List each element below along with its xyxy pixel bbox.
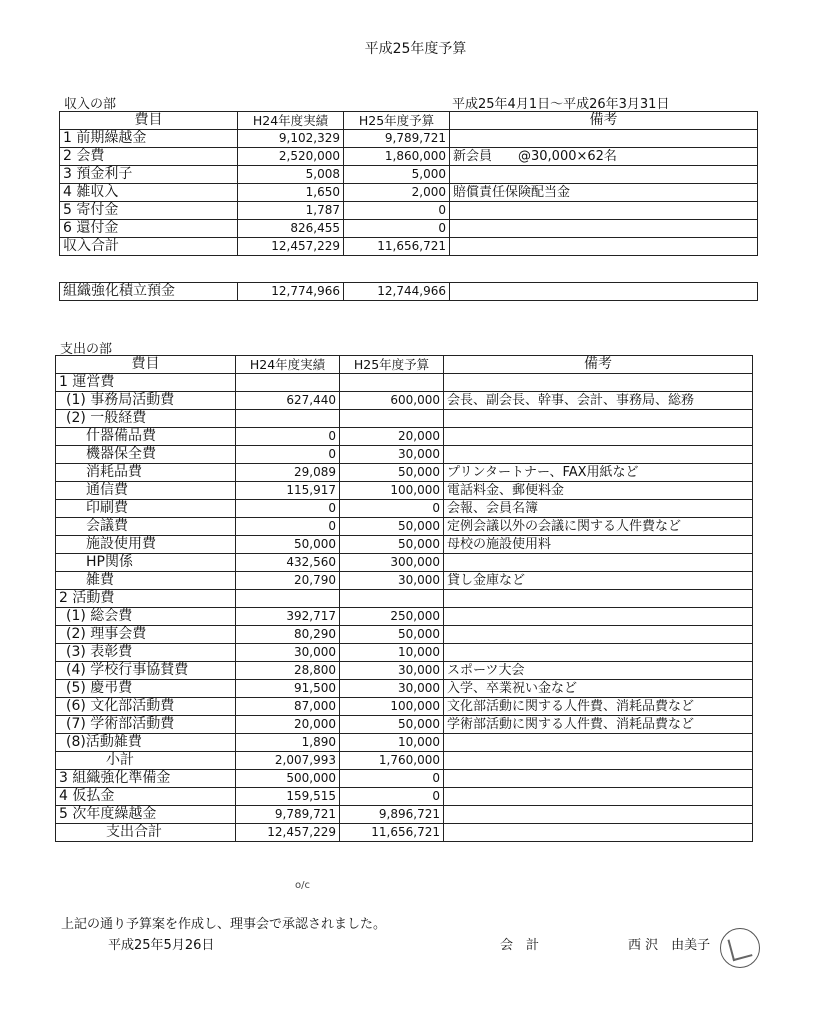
note: 電話料金、郵便料金 <box>444 482 753 500</box>
h24-value: 28,800 <box>236 662 340 680</box>
row-label: 4 雑収入 <box>60 184 238 202</box>
row-label: 機器保全費 <box>56 446 236 464</box>
note <box>444 374 753 392</box>
expense-row <box>56 662 753 680</box>
expense-row <box>56 752 753 770</box>
header-h24: H24年度実績 <box>238 112 344 130</box>
h24-value: 432,560 <box>236 554 340 572</box>
h25-value: 9,789,721 <box>344 130 450 148</box>
note <box>444 410 753 428</box>
note: 会報、会員名簿 <box>444 500 753 518</box>
h25-value: 50,000 <box>340 536 444 554</box>
row-label: (4) 学校行事協賛費 <box>56 662 236 680</box>
row-label: 1 前期繰越金 <box>60 130 238 148</box>
row-label: 通信費 <box>56 482 236 500</box>
document-title: 平成25年度予算 <box>364 41 467 57</box>
header-item: 費目 <box>60 112 238 130</box>
note: 貸し金庫など <box>444 572 753 590</box>
treasurer-name: 西 沢 由美子 <box>628 938 711 953</box>
income-row <box>60 130 758 148</box>
expense-row <box>56 410 753 428</box>
note <box>444 626 753 644</box>
handwritten-mark: o/c <box>295 880 310 891</box>
income-table <box>59 111 758 256</box>
row-label: 雑費 <box>56 572 236 590</box>
header-item: 費目 <box>56 356 236 374</box>
h25-value: 11,656,721 <box>340 824 444 842</box>
expense-row <box>56 572 753 590</box>
h25-value: 0 <box>340 500 444 518</box>
note <box>450 202 758 220</box>
h25-value: 1,760,000 <box>340 752 444 770</box>
h24-value: 1,890 <box>236 734 340 752</box>
h25-value: 600,000 <box>340 392 444 410</box>
h24-value: 9,102,329 <box>238 130 344 148</box>
h24-value: 80,290 <box>236 626 340 644</box>
expense-row <box>56 500 753 518</box>
row-label: (7) 学術部活動費 <box>56 716 236 734</box>
expense-row <box>56 698 753 716</box>
note <box>444 428 753 446</box>
expense-row <box>56 788 753 806</box>
row-label: (2) 理事会費 <box>56 626 236 644</box>
row-label: 収入合計 <box>60 238 238 256</box>
note: 賠償責任保険配当金 <box>450 184 758 202</box>
row-label: (2) 一般経費 <box>56 410 236 428</box>
expense-row <box>56 734 753 752</box>
h24-value: 12,457,229 <box>236 824 340 842</box>
h25-value <box>340 374 444 392</box>
note <box>450 220 758 238</box>
note <box>450 166 758 184</box>
header-h25: H25年度予算 <box>340 356 444 374</box>
note <box>444 752 753 770</box>
expense-table <box>55 355 753 842</box>
expense-section-label: 支出の部 <box>60 342 113 357</box>
h24-value: 20,790 <box>236 572 340 590</box>
h25-value: 9,896,721 <box>340 806 444 824</box>
h25-value <box>340 410 444 428</box>
header-h24: H24年度実績 <box>236 356 340 374</box>
reserve-table <box>59 282 758 301</box>
h25-value: 100,000 <box>340 482 444 500</box>
income-row <box>60 202 758 220</box>
row-label: 1 運営費 <box>56 374 236 392</box>
h24-value <box>236 410 340 428</box>
h25-value: 10,000 <box>340 734 444 752</box>
row-label: 5 寄付金 <box>60 202 238 220</box>
note: プリンタートナー、FAX用紙など <box>444 464 753 482</box>
income-section-label: 収入の部 <box>64 97 117 112</box>
row-label: 支出合計 <box>56 824 236 842</box>
row-label: (6) 文化部活動費 <box>56 698 236 716</box>
reserve-row <box>60 283 758 301</box>
row-label: 施設使用費 <box>56 536 236 554</box>
h25-value: 30,000 <box>340 446 444 464</box>
note <box>444 824 753 842</box>
row-label: 什器備品費 <box>56 428 236 446</box>
row-label: 2 活動費 <box>56 590 236 608</box>
h25-value: 30,000 <box>340 662 444 680</box>
row-label: 5 次年度繰越金 <box>56 806 236 824</box>
row-label: 2 会費 <box>60 148 238 166</box>
row-label: 会議費 <box>56 518 236 536</box>
row-label: (8)活動雑費 <box>56 734 236 752</box>
note: 文化部活動に関する人件費、消耗品費など <box>444 698 753 716</box>
h25-value: 30,000 <box>340 572 444 590</box>
h25-value: 2,000 <box>344 184 450 202</box>
expense-row <box>56 554 753 572</box>
h25-value: 30,000 <box>340 680 444 698</box>
h25-value: 20,000 <box>340 428 444 446</box>
treasurer-role: 会 計 <box>500 938 540 953</box>
header-h25: H25年度予算 <box>344 112 450 130</box>
expense-row <box>56 518 753 536</box>
note: 入学、卒業祝い金など <box>444 680 753 698</box>
expense-row <box>56 590 753 608</box>
approval-date: 平成25年5月26日 <box>108 938 215 953</box>
expense-row <box>56 626 753 644</box>
h24-value: 9,789,721 <box>236 806 340 824</box>
h25-value: 0 <box>344 220 450 238</box>
h24-value: 2,007,993 <box>236 752 340 770</box>
h25-value: 11,656,721 <box>344 238 450 256</box>
h25-value: 250,000 <box>340 608 444 626</box>
h25-value: 100,000 <box>340 698 444 716</box>
note <box>444 608 753 626</box>
h25-value <box>340 590 444 608</box>
fiscal-period: 平成25年4月1日～平成26年3月31日 <box>452 97 670 112</box>
h25-value: 50,000 <box>340 716 444 734</box>
note <box>450 130 758 148</box>
h24-value: 392,717 <box>236 608 340 626</box>
row-label: 3 組織強化準備金 <box>56 770 236 788</box>
h24-value: 5,008 <box>238 166 344 184</box>
note: スポーツ大会 <box>444 662 753 680</box>
note <box>444 734 753 752</box>
note <box>444 590 753 608</box>
reserve-label: 組織強化積立預金 <box>60 283 238 301</box>
h25-value: 50,000 <box>340 518 444 536</box>
h25-value: 50,000 <box>340 464 444 482</box>
h24-value <box>236 374 340 392</box>
h25-value: 50,000 <box>340 626 444 644</box>
reserve-h25: 12,744,966 <box>344 283 450 301</box>
h24-value: 500,000 <box>236 770 340 788</box>
personal-seal-stamp <box>720 928 760 968</box>
expense-row <box>56 482 753 500</box>
expense-row <box>56 716 753 734</box>
row-label: HP関係 <box>56 554 236 572</box>
reserve-h24: 12,774,966 <box>238 283 344 301</box>
row-label: 印刷費 <box>56 500 236 518</box>
expense-row <box>56 824 753 842</box>
expense-row <box>56 770 753 788</box>
note: 定例会議以外の会議に関する人件費など <box>444 518 753 536</box>
header-note: 備考 <box>450 112 758 130</box>
h24-value: 30,000 <box>236 644 340 662</box>
h24-value: 1,787 <box>238 202 344 220</box>
h24-value: 2,520,000 <box>238 148 344 166</box>
expense-row <box>56 536 753 554</box>
h24-value: 0 <box>236 428 340 446</box>
h24-value: 12,457,229 <box>238 238 344 256</box>
income-header-row <box>60 112 758 130</box>
note <box>444 770 753 788</box>
expense-row <box>56 374 753 392</box>
row-label: 4 仮払金 <box>56 788 236 806</box>
note <box>444 644 753 662</box>
note: 学術部活動に関する人件費、消耗品費など <box>444 716 753 734</box>
note: 母校の施設使用料 <box>444 536 753 554</box>
h25-value: 0 <box>340 788 444 806</box>
h24-value <box>236 590 340 608</box>
row-label: 消耗品費 <box>56 464 236 482</box>
h24-value: 20,000 <box>236 716 340 734</box>
h24-value: 1,650 <box>238 184 344 202</box>
expense-row <box>56 392 753 410</box>
note <box>444 788 753 806</box>
note <box>444 446 753 464</box>
h25-value: 1,860,000 <box>344 148 450 166</box>
expense-header-row <box>56 356 753 374</box>
row-label: 6 還付金 <box>60 220 238 238</box>
note <box>450 238 758 256</box>
row-label: (5) 慶弔費 <box>56 680 236 698</box>
income-row <box>60 148 758 166</box>
h24-value: 0 <box>236 518 340 536</box>
row-label: (1) 総会費 <box>56 608 236 626</box>
income-total-row <box>60 238 758 256</box>
expense-row <box>56 680 753 698</box>
note: 新会員 @30,000×62名 <box>450 148 758 166</box>
row-label: (1) 事務局活動費 <box>56 392 236 410</box>
reserve-note <box>450 283 758 301</box>
h25-value: 0 <box>344 202 450 220</box>
row-label: 小計 <box>56 752 236 770</box>
h24-value: 91,500 <box>236 680 340 698</box>
income-row <box>60 184 758 202</box>
expense-row <box>56 806 753 824</box>
note <box>444 554 753 572</box>
note: 会長、副会長、幹事、会計、事務局、総務 <box>444 392 753 410</box>
h25-value: 10,000 <box>340 644 444 662</box>
h24-value: 29,089 <box>236 464 340 482</box>
expense-row <box>56 446 753 464</box>
h24-value: 0 <box>236 500 340 518</box>
row-label: (3) 表彰費 <box>56 644 236 662</box>
h24-value: 115,917 <box>236 482 340 500</box>
h25-value: 5,000 <box>344 166 450 184</box>
h24-value: 0 <box>236 446 340 464</box>
h25-value: 300,000 <box>340 554 444 572</box>
note <box>444 806 753 824</box>
h24-value: 627,440 <box>236 392 340 410</box>
expense-row <box>56 644 753 662</box>
expense-row <box>56 608 753 626</box>
row-label: 3 預金利子 <box>60 166 238 184</box>
expense-row <box>56 428 753 446</box>
h24-value: 826,455 <box>238 220 344 238</box>
h24-value: 87,000 <box>236 698 340 716</box>
header-note: 備考 <box>444 356 753 374</box>
expense-rows <box>56 374 753 842</box>
income-row <box>60 220 758 238</box>
expense-row <box>56 464 753 482</box>
h24-value: 50,000 <box>236 536 340 554</box>
approval-statement: 上記の通り予算案を作成し、理事会で承認されました。 <box>61 917 387 932</box>
h24-value: 159,515 <box>236 788 340 806</box>
income-row <box>60 166 758 184</box>
h25-value: 0 <box>340 770 444 788</box>
